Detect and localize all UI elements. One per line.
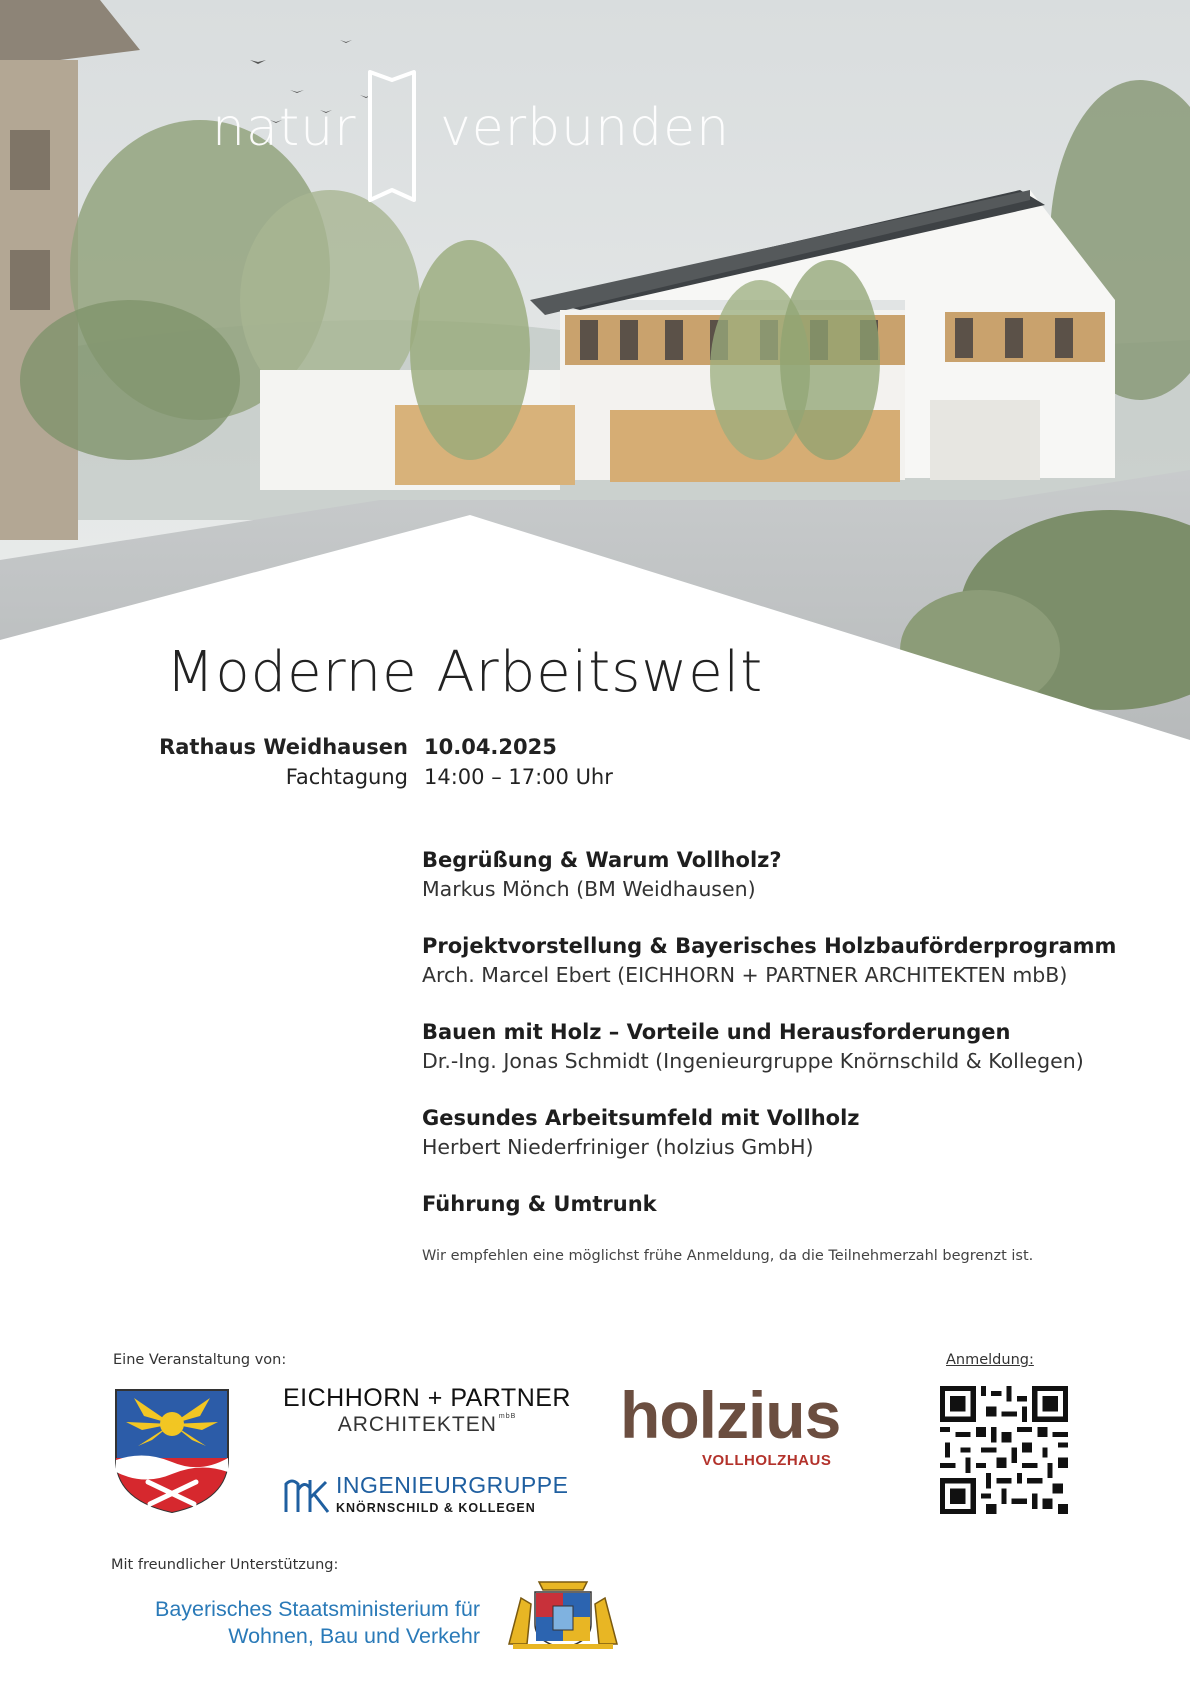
registration-note: Wir empfehlen eine möglichst frühe Anmeldung, da die Teilnehmerzahl begrenzt ist. bbox=[422, 1248, 1034, 1264]
logo-text-verbunden: verbunden bbox=[440, 98, 731, 158]
holzius-logo bbox=[620, 1378, 841, 1469]
registration-label: Anmeldung: bbox=[946, 1352, 1034, 1368]
program-item bbox=[422, 1104, 1122, 1162]
ingenieurgruppe-line1: INGENIEURGRUPPE bbox=[336, 1472, 569, 1498]
ministry-logo-text bbox=[112, 1596, 480, 1650]
program-item-title: Gesundes Arbeitsumfeld mit Vollholz bbox=[422, 1106, 860, 1130]
mk-monogram-icon bbox=[282, 1476, 336, 1516]
event-time: 14:00 – 17:00 Uhr bbox=[424, 765, 613, 789]
program-item bbox=[422, 932, 1122, 990]
eichhorn-partner-logo bbox=[282, 1384, 572, 1437]
holzius-logo-tagline: VOLLHOLZHAUS bbox=[702, 1452, 832, 1469]
ministry-line2: Wohnen, Bau und Verkehr bbox=[228, 1624, 480, 1648]
event-date: 10.04.2025 bbox=[424, 735, 557, 759]
registration-qr-code-icon[interactable] bbox=[940, 1386, 1068, 1519]
program-item-speaker: Dr.-Ing. Jonas Schmidt (Ingenieurgruppe Knörnschild & Kollegen) bbox=[422, 1049, 1084, 1073]
ministry-line1: Bayerisches Staatsministerium für bbox=[155, 1597, 480, 1621]
eichhorn-logo-line1: EICHHORN + PARTNER bbox=[283, 1384, 571, 1412]
program-item-title: Begrüßung & Warum Vollholz? bbox=[422, 848, 782, 872]
eichhorn-logo-line2 bbox=[282, 1413, 572, 1437]
organizers-label: Eine Veranstaltung von: bbox=[113, 1352, 287, 1368]
eichhorn-logo-suffix: mbB bbox=[498, 1413, 517, 1420]
event-type: Fachtagung bbox=[285, 765, 408, 789]
program-item bbox=[422, 1190, 1122, 1219]
program-item bbox=[422, 846, 1122, 904]
ingenieurgruppe-line2: KNÖRNSCHILD & KOLLEGEN bbox=[336, 1501, 536, 1515]
holzius-logo-text: holzius bbox=[620, 1378, 841, 1452]
program-item-title: Projektvorstellung & Bayerisches Holzbauförderprogramm bbox=[422, 934, 1117, 958]
program-item-speaker: Markus Mönch (BM Weidhausen) bbox=[422, 877, 756, 901]
program-item-title: Bauen mit Holz – Vorteile und Herausforderungen bbox=[422, 1020, 1011, 1044]
eichhorn-logo-architekten: ARCHITEKTEN bbox=[337, 1413, 497, 1436]
program-list bbox=[422, 846, 1122, 1247]
page-title: Moderne Arbeitswelt bbox=[166, 640, 764, 705]
weidhausen-coat-of-arms-icon bbox=[114, 1388, 230, 1519]
event-meta-right bbox=[424, 732, 613, 792]
program-item-speaker: Arch. Marcel Ebert (EICHHORN + PARTNER ARCHITEKTEN mbB) bbox=[422, 963, 1068, 987]
program-item-speaker: Herbert Niederfriniger (holzius GmbH) bbox=[422, 1135, 814, 1159]
program-item bbox=[422, 1018, 1122, 1076]
support-label: Mit freundlicher Unterstützung: bbox=[111, 1557, 339, 1573]
program-item-title: Führung & Umtrunk bbox=[422, 1192, 657, 1216]
logo-text-natur: natur bbox=[212, 98, 357, 158]
bavarian-state-coat-of-arms-icon bbox=[503, 1578, 623, 1655]
event-meta-left bbox=[159, 732, 408, 792]
venue: Rathaus Weidhausen bbox=[159, 735, 408, 759]
